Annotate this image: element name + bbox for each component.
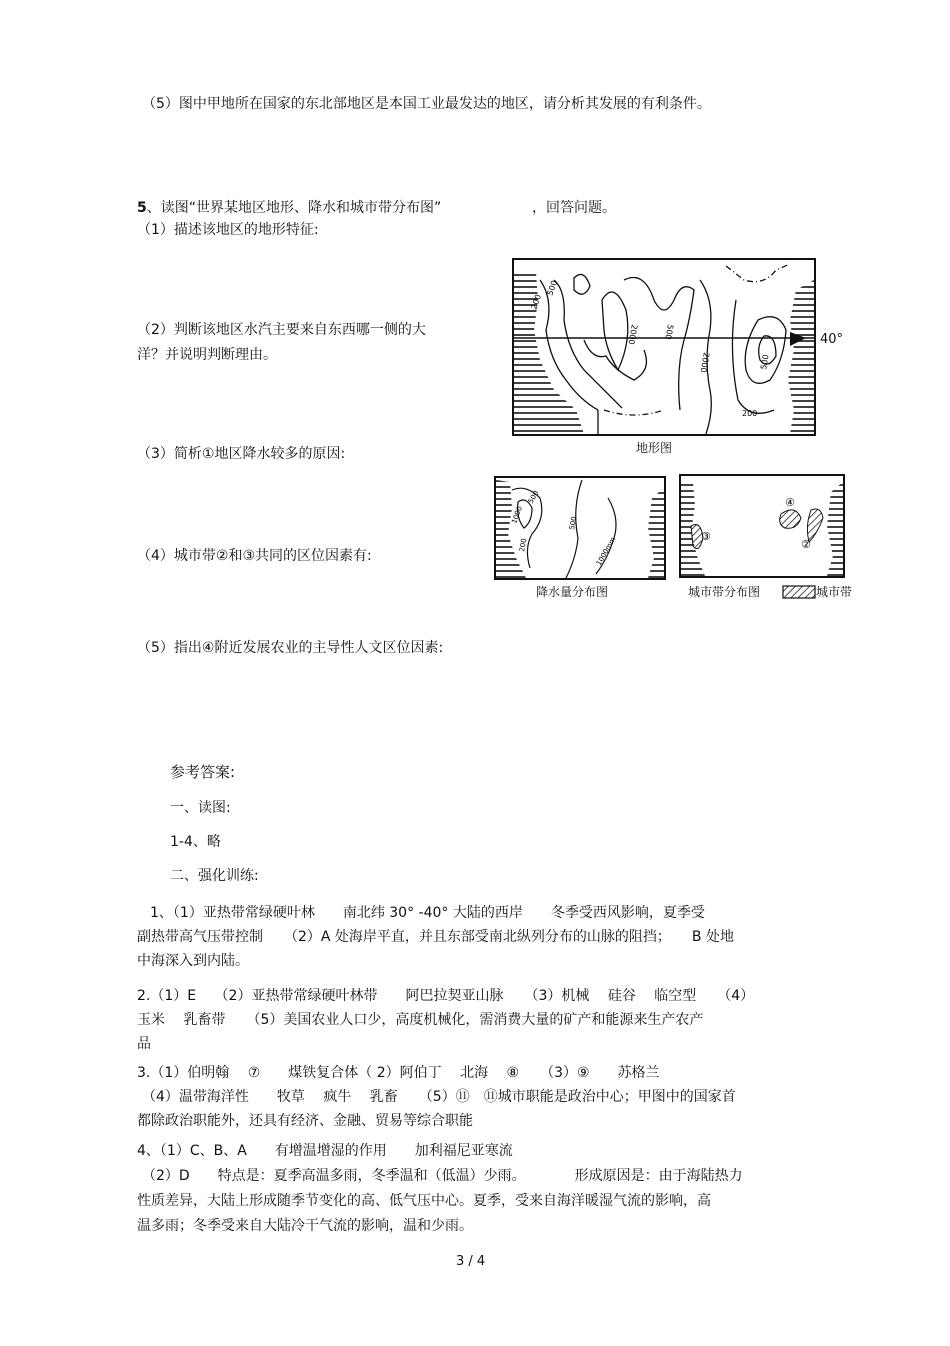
rain-label-1000: 1000	[510, 505, 524, 525]
q5-part3: （3）简析①地区降水较多的原因:	[137, 446, 346, 462]
answer3-line1: 3.（1）伯明翰 ⑦ 煤铁复合体（ 2）阿伯丁 北海 ⑧ （3）⑨ 苏格兰	[137, 1065, 660, 1081]
city-legend-label: 城市带	[816, 585, 853, 599]
rainfall-map-drawing	[496, 478, 664, 578]
city-map	[679, 474, 845, 578]
marker-2: ②	[801, 538, 811, 551]
terrain-label-500a: 500	[545, 279, 560, 297]
q5-part5: （5）指出④附近发展农业的主导性人文区位因素:	[137, 640, 444, 656]
answer2-line3: 品	[137, 1036, 151, 1052]
answer2-line1: 2.（1）E （2）亚热带常绿硬叶林带 阿巴拉契亚山脉 （3）机械 硅谷 临空型 （4）	[137, 988, 755, 1004]
rain-label-200: 200	[518, 537, 529, 553]
rain-label-500a: 500	[526, 489, 541, 505]
marker-3: ③	[701, 530, 711, 543]
q5-title-tail: ，回答问题。	[532, 200, 616, 216]
answers-sec1-item: 1-4、略	[170, 834, 221, 850]
latitude-label: 40°	[820, 332, 844, 347]
q4-part5: （5）图中甲地所在国家的东北部地区是本国工业最发达的地区，请分析其发展的有利条件。	[142, 96, 711, 112]
terrain-label-500c: 500	[759, 353, 771, 371]
q5-part1: （1）描述该地区的地形特征:	[137, 222, 319, 238]
terrain-label-200a: 200	[529, 293, 544, 311]
answer1-line1: 1、（1）亚热带常绿硬叶林 南北纬 30° -40° 大陆的西岸 冬季受西风影响，夏季受	[150, 905, 705, 921]
answer4-line1: 4、（1）C、B、A 有增温增湿的作用 加利福尼亚寒流	[137, 1143, 513, 1159]
terrain-map	[512, 258, 816, 436]
rain-label-1000mm: 1000mm	[594, 535, 618, 567]
answer3-line3: 都除政治职能外，还具有经济、金融、贸易等综合职能	[137, 1113, 473, 1129]
city-belt-legend-swatch	[782, 585, 816, 599]
city-map-drawing	[681, 476, 843, 576]
terrain-label-2000b: 2000	[698, 351, 711, 374]
q5-number: 5	[137, 200, 147, 216]
page-number: 3 / 4	[456, 1254, 486, 1269]
answer1-line3: 中海深入到内陆。	[137, 953, 249, 969]
answer3-line2: （4）温带海洋性 牧草 疯牛 乳畜 （5）⑪ ⑪城市职能是政治中心；甲图中的国家首	[142, 1089, 736, 1105]
terrain-label-500b: 500	[663, 323, 675, 341]
q5-part2-line1: （2）判断该地区水汽主要来自东西哪一侧的大	[137, 322, 426, 338]
city-caption: 城市带分布图	[688, 585, 761, 599]
terrain-label-200b: 200	[742, 409, 758, 418]
rain-label-500b: 500	[568, 515, 579, 531]
answer1-line2: 副热带高气压带控制 （2）A 处海岸平直，并且东部受南北纵列分布的山脉的阻挡； B 处地	[137, 929, 734, 945]
rainfall-map	[494, 476, 666, 580]
terrain-map-drawing	[514, 260, 814, 434]
answer4-line4: 温多雨；冬季受来自大陆冷干气流的影响，温和少雨。	[137, 1218, 473, 1234]
q5-part2-line2: 洋？并说明判断理由。	[137, 347, 277, 363]
answer4-line3: 性质差异，大陆上形成随季节变化的高、低气压中心。夏季，受来自海洋暖湿气流的影响，高	[137, 1193, 711, 1209]
q5-title	[137, 198, 441, 218]
answer2-line2: 玉米 乳畜带 （5）美国农业人口少，高度机械化，需消费大量的矿产和能源来生产农产	[137, 1012, 704, 1028]
terrain-label-2000a: 2000	[626, 323, 639, 346]
answers-sec2: 二、强化训练:	[170, 868, 259, 884]
answers-sec1: 一、读图:	[170, 800, 231, 816]
q5-part4: （4）城市带②和③共同的区位因素有:	[137, 548, 372, 564]
terrain-caption: 地形图	[636, 441, 673, 455]
answer4-line2: （2）D 特点是：夏季高温多雨，冬季温和（低温）少雨。 形成原因是：由于海陆热力	[142, 1168, 743, 1184]
answers-heading: 参考答案:	[170, 763, 236, 781]
rainfall-caption: 降水量分布图	[536, 585, 609, 599]
marker-4: ④	[785, 496, 795, 509]
q5-title-text: 、读图“世界某地区地形、降水和城市带分布图”	[146, 200, 442, 216]
